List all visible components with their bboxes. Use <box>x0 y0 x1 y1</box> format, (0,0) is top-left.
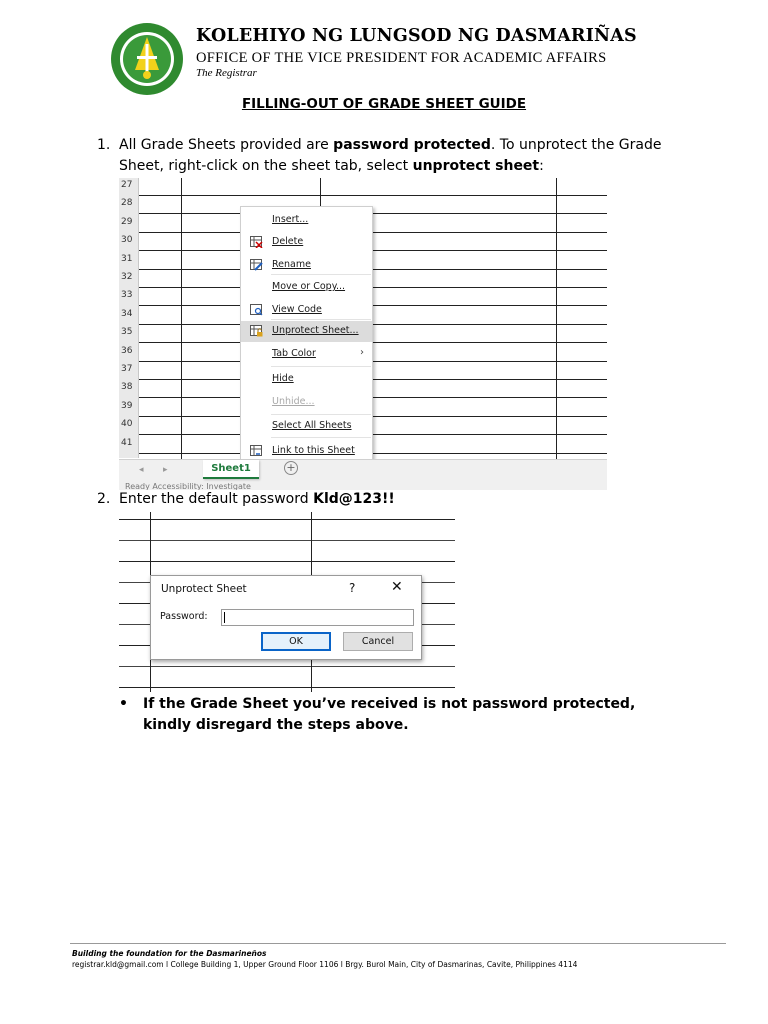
grid-row-line <box>139 232 607 233</box>
step-2 <box>97 489 697 511</box>
delete-sheet-icon <box>250 236 263 248</box>
grid-row-line <box>119 687 455 688</box>
tab-next-icon[interactable]: ▸ <box>163 465 168 475</box>
menu-item-label: Rename <box>272 259 311 270</box>
menu-item-label: Move or Copy... <box>272 281 346 292</box>
close-icon[interactable]: ✕ <box>391 579 403 595</box>
bullet-icon: • <box>119 696 128 712</box>
row-number: 35 <box>121 327 133 338</box>
grid-row-line <box>139 397 607 398</box>
grid-row-line <box>139 361 607 362</box>
step-text <box>119 135 679 177</box>
grid-row-line <box>139 269 607 270</box>
menu-item-label: View Code <box>272 304 322 315</box>
menu-item-unhide <box>241 392 372 413</box>
note-text: If the Grade Sheet you’ve received is not password protected, kindly disregard the steps above. <box>143 696 636 733</box>
rename-sheet-icon <box>250 259 263 271</box>
step-text-part: Enter the default password <box>119 491 314 507</box>
step-text-part: . To unprotect the Grade Sheet, right-click on the sheet tab, select <box>119 137 662 174</box>
row-number: 38 <box>121 382 133 393</box>
menu-item-tab-color[interactable] <box>241 344 372 365</box>
grid-row-line <box>119 519 455 520</box>
row-number: 32 <box>121 272 133 282</box>
menu-item-hide[interactable] <box>241 369 372 390</box>
menu-item-unprotect-sheet[interactable] <box>241 321 372 342</box>
menu-item-view-code[interactable] <box>241 300 372 321</box>
row-number: 30 <box>121 235 133 246</box>
grid-row-line <box>139 250 607 251</box>
menu-separator <box>271 366 371 367</box>
menu-item-label: Select All Sheets <box>272 420 352 431</box>
document-title: FILLING-OUT OF GRADE SHEET GUIDE <box>241 96 527 112</box>
grid-row-line <box>119 540 455 541</box>
chevron-right-icon: › <box>360 347 364 358</box>
row-number: 40 <box>121 419 133 430</box>
row-number: 39 <box>121 400 133 411</box>
row-number: 31 <box>121 253 133 264</box>
menu-item-delete[interactable] <box>241 232 372 253</box>
step-text-part: : <box>539 158 544 174</box>
password-input[interactable] <box>221 609 414 626</box>
row-number: 27 <box>121 180 133 190</box>
row-number: 41 <box>121 437 133 448</box>
row-number: 28 <box>121 198 133 209</box>
row-number: 34 <box>121 308 133 319</box>
step-number: 1. <box>97 137 111 153</box>
grid-row-line <box>139 195 607 196</box>
row-number: 37 <box>121 364 133 374</box>
grid-row-line <box>139 324 607 325</box>
excel-context-menu-screenshot <box>119 178 607 490</box>
grid-col-line <box>181 178 182 459</box>
grid-row-line <box>139 213 607 214</box>
unprotect-dialog-screenshot <box>119 512 455 692</box>
menu-item-label: Unprotect Sheet... <box>272 325 359 336</box>
grid-row-line <box>139 287 607 288</box>
grid-row-line <box>139 342 607 343</box>
step-text-part: All Grade Sheets provided are <box>119 137 334 153</box>
menu-separator <box>271 437 371 438</box>
grid-row-line <box>119 561 455 562</box>
text-cursor <box>224 612 225 623</box>
step-number: 2. <box>97 491 111 507</box>
menu-item-label: Tab Color <box>272 348 316 359</box>
step-text-bold: unprotect sheet <box>412 158 540 174</box>
footer-divider <box>70 943 726 944</box>
cancel-button[interactable]: Cancel <box>343 632 413 651</box>
grid-row-line <box>139 379 607 380</box>
add-sheet-icon[interactable]: + <box>284 461 298 475</box>
menu-item-label: Insert... <box>272 214 309 225</box>
grid-row-line <box>139 453 607 454</box>
view-code-icon <box>250 304 263 316</box>
menu-separator <box>271 414 371 415</box>
unprotect-sheet-dialog <box>150 575 422 660</box>
tab-prev-icon[interactable]: ◂ <box>139 465 144 475</box>
sheet-tab-bar <box>119 459 607 490</box>
grid-row-line <box>139 434 607 435</box>
sheet-tab[interactable]: Sheet1 <box>203 460 259 479</box>
link-sheet-icon <box>250 445 263 457</box>
grid-row-line <box>139 305 607 306</box>
row-number: 29 <box>121 216 133 227</box>
menu-item-label: Delete <box>272 236 304 247</box>
step-text-bold: password protected <box>333 137 491 153</box>
default-password: Kld@123!! <box>313 491 395 507</box>
sheet-context-menu <box>240 206 373 465</box>
password-label: Password: <box>160 611 208 622</box>
step-1 <box>97 135 697 179</box>
institution-logo <box>110 22 184 96</box>
institution-name: KOLEHIYO NG LUNGSOD NG DASMARIÑAS <box>196 26 637 46</box>
row-headers <box>119 178 139 458</box>
menu-item-label: Link to this Sheet <box>272 445 355 456</box>
row-number: 36 <box>121 345 133 356</box>
footer-tagline: Building the foundation for the Dasmarineños <box>72 949 267 958</box>
menu-item-move-or-copy[interactable] <box>241 277 372 298</box>
help-icon[interactable]: ? <box>349 581 356 595</box>
menu-item-label: Unhide... <box>272 396 315 407</box>
menu-separator <box>271 274 371 275</box>
grid-col-line <box>556 178 557 459</box>
department-name: The Registrar <box>196 67 257 79</box>
footer-address: registrar.kld@gmail.com l College Building 1, Upper Ground Floor 1106 l Brgy. Burol Main, City of Dasmarinas, Cavite, Philippines 4114 <box>72 960 578 969</box>
menu-item-rename[interactable] <box>241 255 372 276</box>
menu-item-select-all-sheets[interactable] <box>241 416 372 437</box>
status-bar-text: Ready Accessibility: Investigate <box>125 482 251 490</box>
step-text <box>119 489 395 510</box>
grid-row-line <box>139 416 607 417</box>
grid-row-line <box>119 666 455 667</box>
menu-item-label: Hide <box>272 373 294 384</box>
ok-button[interactable]: OK <box>261 632 331 651</box>
dialog-title: Unprotect Sheet <box>161 583 247 595</box>
unprotect-sheet-icon <box>250 325 263 337</box>
menu-item-insert[interactable] <box>241 210 372 231</box>
menu-separator <box>271 319 371 320</box>
row-number: 33 <box>121 290 133 301</box>
office-name: OFFICE OF THE VICE PRESIDENT FOR ACADEMIC AFFAIRS <box>196 50 607 66</box>
